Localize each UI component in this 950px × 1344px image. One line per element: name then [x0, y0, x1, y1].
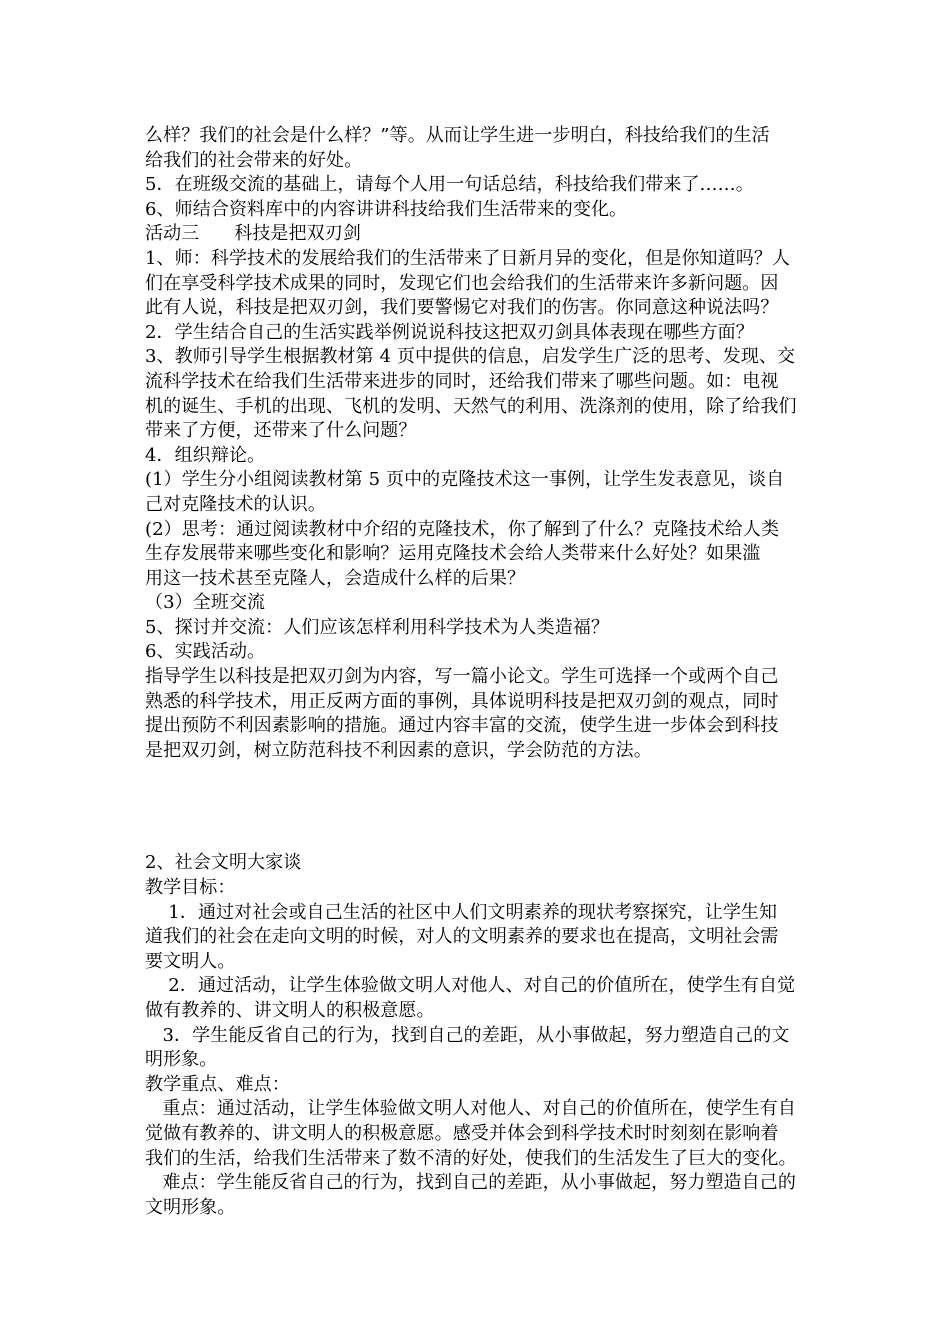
- key-points-heading: 教学重点、难点：: [145, 1073, 290, 1095]
- text-line: 2．学生结合自己的生活实践举例说说科技这把双刃剑具体表现在哪些方面？: [145, 321, 754, 343]
- text-line: 是把双刃剑，树立防范科技不利因素的意识，学会防范的方法。: [145, 739, 652, 761]
- text-line: 流科学技术在给我们生活带来进步的同时，还给我们带来了哪些问题。如：电视: [145, 370, 779, 392]
- text-line: 己对克隆技术的认识。: [145, 493, 326, 515]
- text-line: 1、师：科学技术的发展给我们的生活带来了日新月异的变化，但是你知道吗？人: [145, 247, 791, 269]
- text-line: 5．在班级交流的基础上，请每个人用一句话总结，科技给我们带来了……。: [145, 174, 754, 196]
- text-line: 2．通过活动，让学生体验做文明人对他人、对自己的价值所在，使学生有自觉: [145, 975, 796, 997]
- text-line: 熟悉的科学技术，用正反两方面的事例，具体说明科技是把双刃剑的观点，同时: [145, 690, 779, 712]
- text-line: 做有教养的、讲文明人的积极意愿。: [145, 1000, 435, 1021]
- document-page: [145, 124, 815, 1220]
- lesson-title: 2、社会文明大家谈: [145, 852, 302, 874]
- text-line: 难点：学生能反省自己的行为，找到自己的差距，从小事做起，努力塑造自己的: [145, 1172, 796, 1194]
- text-line: 3、教师引导学生根据教材第 4 页中提供的信息，启发学生广泛的思考、发现、交: [145, 346, 796, 368]
- text-line: 5、探讨并交流：人们应该怎样利用科学技术为人类造福？: [145, 616, 610, 638]
- text-line: （3）全班交流: [145, 592, 266, 614]
- text-line: 6、师结合资料库中的内容讲讲科技给我们生活带来的变化。: [145, 198, 628, 220]
- text-line: 1．通过对社会或自己生活的社区中人们文明素养的现状考察探究，让学生知: [145, 901, 778, 923]
- text-line: 带来了方便，还带来了什么问题？: [145, 420, 417, 442]
- text-line: 道我们的社会在走向文明的时候，对人的文明素养的要求也在提高，文明社会需: [145, 926, 779, 948]
- section-gap: [145, 763, 815, 851]
- text-line: 4．组织辩论。: [145, 444, 266, 466]
- text-line: 重点：通过活动，让学生体验做文明人对他人、对自己的价值所在，使学生有自: [145, 1098, 796, 1120]
- text-line: 6、实践活动。: [145, 641, 266, 663]
- text-line: 指导学生以科技是把双刃剑为内容，写一篇小论文。学生可选择一个或两个自己: [145, 666, 779, 688]
- text-line: (2）思考：通过阅读教材中介绍的克隆技术，你了解到了什么？克隆技术给人类: [145, 518, 780, 540]
- text-line: 文明形象。: [145, 1196, 236, 1218]
- text-line: 么样？我们的社会是什么样？”等。从而让学生进一步明白，科技给我们的生活: [145, 125, 770, 146]
- text-line: 明形象。: [145, 1049, 218, 1071]
- text-line: 机的诞生、手机的出现、飞机的发明、天然气的利用、洗涤剂的使用，除了给我们: [145, 395, 797, 417]
- text-line: 提出预防不利因素影响的措施。通过内容丰富的交流，使学生进一步体会到科技: [145, 715, 779, 737]
- text-line: 3．学生能反省自己的行为，找到自己的差距，从小事做起，努力塑造自己的文: [145, 1024, 790, 1046]
- section-activity-text: [145, 124, 815, 763]
- text-line: 觉做有教养的、讲文明人的积极意愿。感受并体会到科学技术时时刻刻在影响着: [145, 1122, 779, 1144]
- text-line: 给我们的社会带来的好处。: [145, 149, 363, 171]
- activity-heading: 活动三 科技是把双刃剑: [145, 223, 361, 245]
- text-line: 生存发展带来哪些变化和影响？运用克隆技术会给人类带来什么好处？如果滥: [145, 543, 761, 565]
- text-line: 用这一技术甚至克隆人，会造成什么样的后果？: [145, 567, 526, 589]
- text-line: 此有人说，科技是把双刃剑，我们要警惕它对我们的伤害。你同意这种说法吗？: [145, 297, 779, 319]
- text-line: (1）学生分小组阅读教材第 5 页中的克隆技术这一事例，让学生发表意见，谈自: [145, 469, 785, 491]
- objectives-heading: 教学目标：: [145, 877, 236, 899]
- text-line: 要文明人。: [145, 950, 236, 972]
- section-lesson-plan: [145, 851, 815, 1220]
- text-line: 我们的生活，给我们生活带来了数不清的好处，使我们的生活发生了巨大的变化。: [145, 1147, 797, 1169]
- text-line: 们在享受科学技术成果的同时，发现它们也会给我们的生活带来许多新问题。因: [145, 272, 779, 294]
